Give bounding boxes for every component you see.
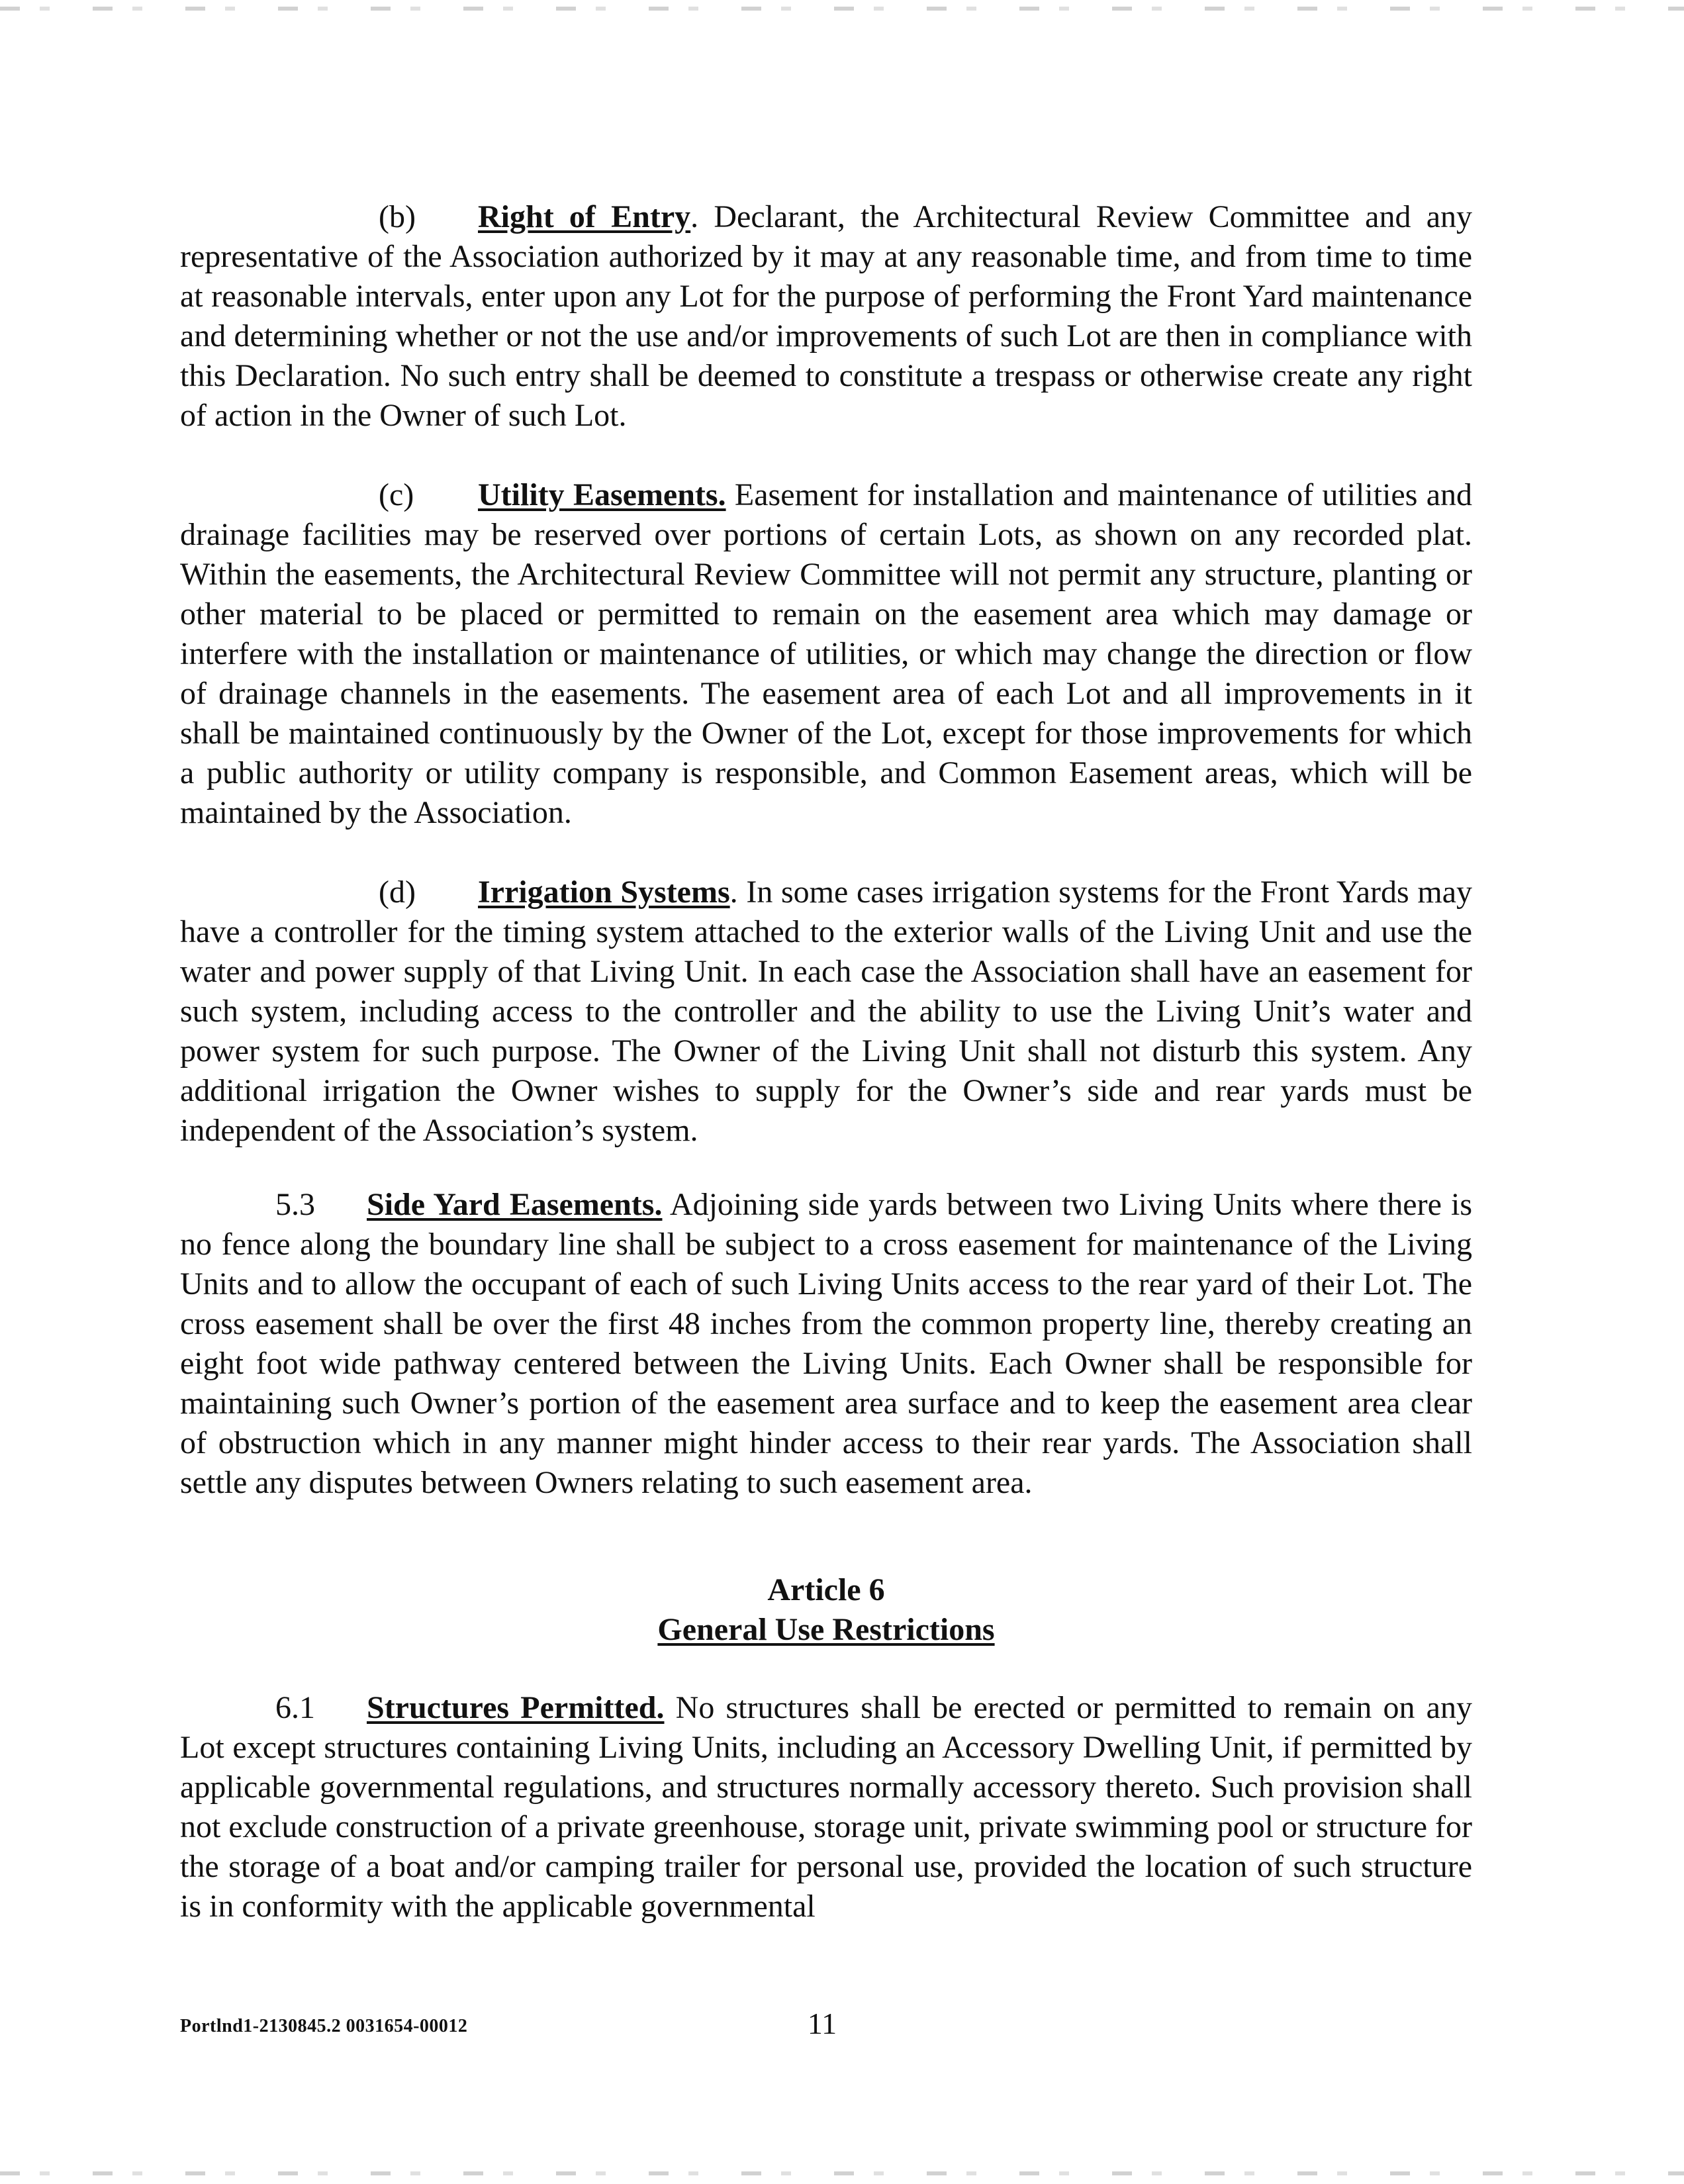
paragraph-heading: Irrigation Systems [478,875,730,910]
footer-document-id: Portlnd1-2130845.2 0031654-00012 [180,2016,468,2036]
paragraph-c-utility-easements [180,475,1472,833]
paragraph-heading: Utility Easements. [478,477,726,512]
paragraph-label: (b) [379,199,416,234]
paragraph-heading: Right of Entry [478,199,691,234]
paragraph-text: Easement for installation and maintenance of utilities and drainage facilities may be reserved over portions of certain Lots, as shown on any recorded plat. Within the easements, the Architectural Review Committee will not permit any structure, planting or other material to be placed or permitted to remain on the easement area which may damage or interfere with the installation or maintenance of utilities, or which may change the direction or flow of drainage channels in the easements. The easement area of each Lot and all improvements in it shall be maintained continuously by the Owner of the Lot, except for those improvements for which a public authority or utility company is responsible, and Common Easement areas, which will be maintained by the Association. [180,477,1472,830]
paragraph-label: (d) [379,875,416,910]
article-title: General Use Restrictions [657,1612,995,1647]
paragraph-text: . Declarant, the Architectural Review Committee and any representative of the Association authorized by it may at any reasonable time, and from time to time at reasonable intervals, enter upon any Lot for the purpose of performing the Front Yard maintenance and determining whether or not the use and/or improvements of such Lot are then in compliance with this Declaration. No such entry shall be deemed to constitute a trespass or otherwise create any right of action in the Owner of such Lot. [180,199,1472,433]
section-heading: Side Yard Easements. [367,1187,663,1222]
paragraph-d-irrigation-systems [180,873,1472,1151]
paragraph-b-right-of-entry [180,197,1472,436]
article-heading [180,1570,1472,1650]
section-heading: Structures Permitted. [367,1690,665,1725]
section-text: No structures shall be erected or permitted to remain on any Lot except structures containing Living Units, including an Accessory Dwelling Unit, if permitted by applicable governmental regulations, and structures normally accessory thereto. Such provision shall not exclude construction of a private greenhouse, storage unit, private swimming pool or structure for the storage of a boat and/or camping trailer for personal use, provided the location of such structure is in conformity with the applicable governmental [180,1690,1472,1924]
section-text: Adjoining side yards between two Living Units where there is no fence along the boundary line shall be subject to a cross easement for maintenance of the Living Units and to allow the occupant of each of such Living Units access to the rear yard of their Lot. The cross easement shall be over the first 48 inches from the common property line, thereby creating an eight foot wide pathway centered between the Living Units. Each Owner shall be responsible for maintaining such Owner’s portion of the easement area surface and to keep the easement area clear of obstruction which in any manner might hinder access to their rear yards. The Association shall settle any disputes between Owners relating to such easement area. [180,1187,1472,1500]
scan-edge-bottom [0,2171,1684,2175]
section-number: 6.1 [275,1690,315,1725]
section-5-3-side-yard-easements [180,1185,1472,1503]
paragraph-text: . In some cases irrigation systems for the Front Yards may have a controller for the timing system attached to the exterior walls of the Living Unit and use the water and power supply of that Living Unit. In each case the Association shall have an easement for such system, including access to the controller and the ability to use the Living Unit’s water and power system for such purpose. The Owner of the Living Unit shall not disturb this system. Any additional irrigation the Owner wishes to supply for the Owner’s side and rear yards must be independent of the Association’s system. [180,875,1472,1148]
scan-edge-top [0,7,1684,11]
page-number: 11 [807,2007,837,2040]
section-number: 5.3 [275,1187,315,1222]
section-6-1-structures-permitted [180,1688,1472,1926]
article-number: Article 6 [767,1572,885,1607]
paragraph-label: (c) [379,477,414,512]
